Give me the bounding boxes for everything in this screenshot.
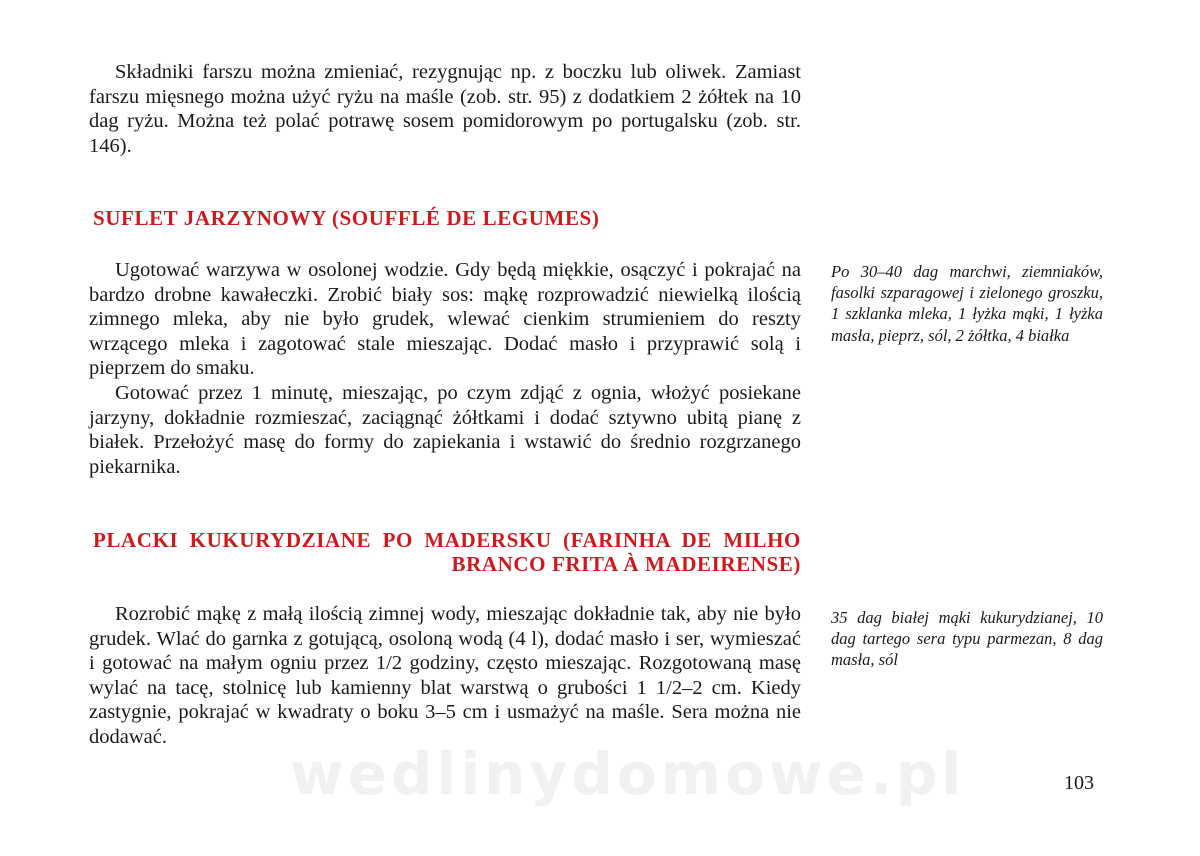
ingredients-corn-cakes: 35 dag białej mąki kukurydzianej, 10 dag tartego sera typu parmezan, 8 dag masła, sól (831, 608, 1103, 670)
method-paragraph: Ugotować warzywa w osolonej wodzie. Gdy będą miękkie, osączyć i pokrajać na bardzo drobne kawałeczki. Zrobić biały sos: mąkę rozprowadzić niewielką ilością zimnego mleka, aby nie było grudek, wlewać cienkim strumieniem do reszty wrzącego mleka i zagotować stale mieszając. Dodać masło i przyprawić solą i pieprzem do smaku. (89, 259, 801, 380)
method-paragraph: Gotować przez 1 minutę, mieszając, po czym zdjąć z ognia, włożyć posiekane jarzyny, dokładnie rozmieszać, zaciągnąć żółtkami i dodać sztywno ubitą pianę z białek. Przełożyć masę do formy do zapiekania i wstawić do średnio rozgrzanego piekarnika. (89, 381, 801, 478)
watermark: wedlinydomowe.pl (290, 740, 966, 808)
recipe-method-souffle (89, 258, 801, 479)
method-paragraph: Rozrobić mąkę z małą ilością zimnej wody, mieszając dokładnie tak, aby nie było grudek. Wlać do garnka z gotującą, osoloną wodą (4 l), dodać masło i ser, wymieszać i gotować na małym ogniu przez 1/2 godziny, często mieszając. Rozgotowaną masę wylać na tacę, stolnicę lub kamienny blat warstwą o grubości 1 1/2–2 cm. Kiedy zastygnie, pokrajać w kwadraty o boku 3–5 cm i usmażyć na maśle. Sera można nie dodawać. (89, 603, 801, 748)
ingredients-souffle: Po 30–40 dag marchwi, ziemniaków, fasolki szparagowej i zielonego groszku, 1 szklanka mleka, 1 łyżka mąki, 1 łyżka masła, pieprz, sól, 2 żółtka, 4 białka (831, 262, 1103, 345)
page-number: 103 (1064, 772, 1094, 794)
recipe-title-souffle: SUFLET JARZYNOWY (SOUFFLÉ DE LEGUMES) (93, 206, 600, 230)
recipe-method-corn-cakes (89, 602, 801, 750)
intro-text (89, 60, 801, 158)
recipe-title-corn-cakes: PLACKI KUKURYDZIANE PO MADERSKU (FARINHA DE MILHO BRANCO FRITA À MADEIRENSE) (93, 528, 801, 576)
intro-paragraph: Składniki farszu można zmieniać, rezygnując np. z boczku lub oliwek. Zamiast farszu mięsnego można użyć ryżu na maśle (zob. str. 95) z dodatkiem 2 żółtek na 10 dag ryżu. Można też polać potrawę sosem pomidorowym po portugalsku (zob. str. 146). (89, 61, 801, 157)
